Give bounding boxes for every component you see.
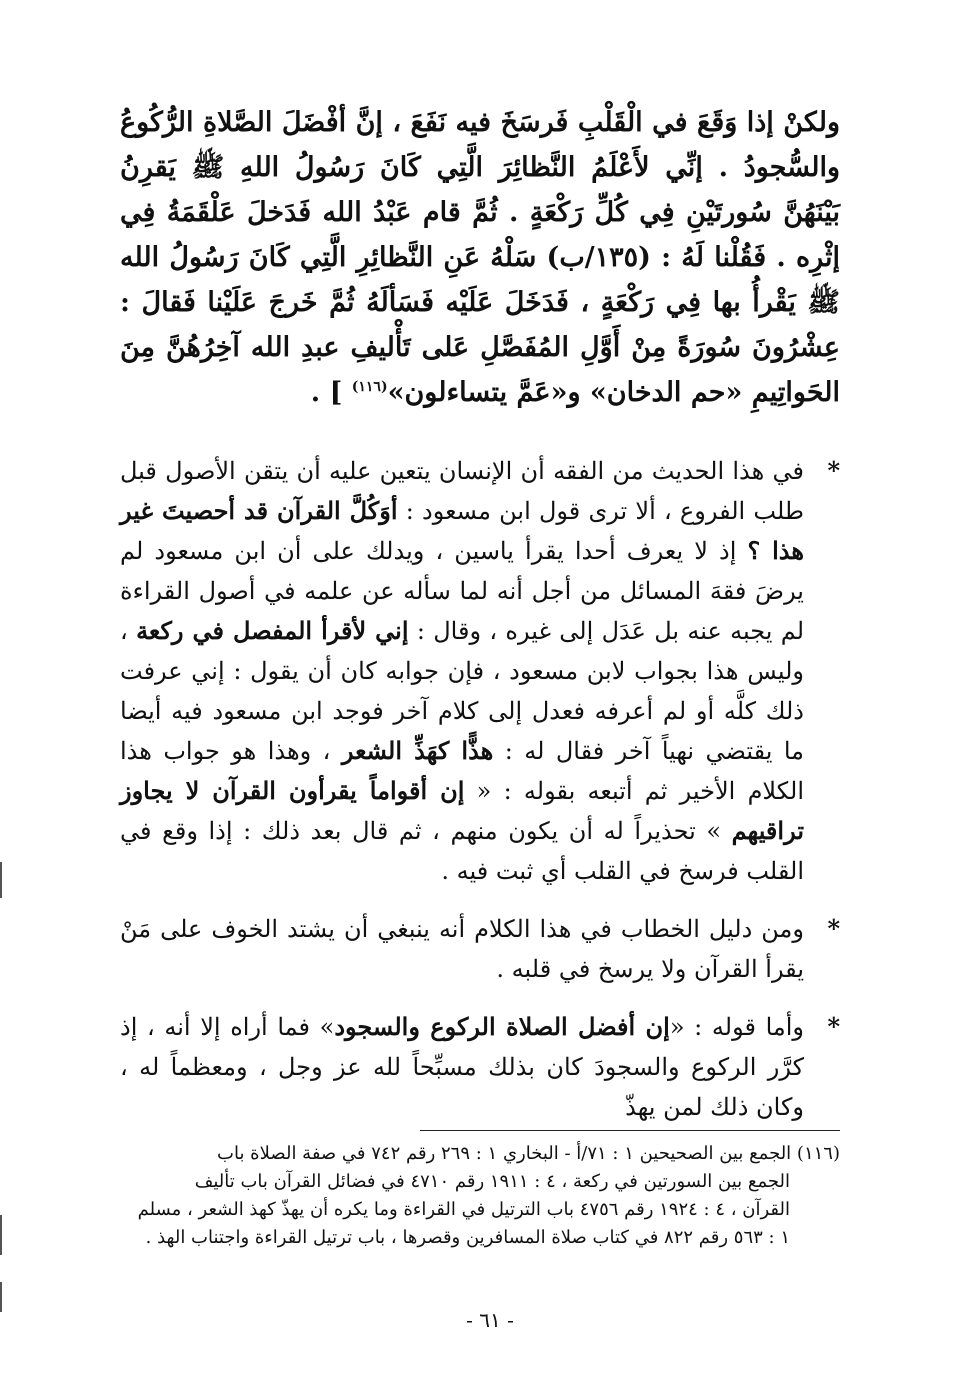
commentary-text: إذ لا يعرف أحدا يقرأ ياسين ، ويدلك على أن ابن مسعود لم يرضَ فقهَ المسائل من أجل أنه لما سأله عن علمه في أصول القراءة لم يجبه عنه بل عَدَل إلى غيره ، وقال :	[120, 537, 805, 645]
hadith-text-block	[120, 100, 840, 415]
commentary-text: ومن دليل الخطاب في هذا الكلام أنه ينبغي أن يشتد الخوف على مَنْ يقرأ القرآن ولا يرسخ في قلبه .	[120, 915, 804, 983]
asterisk-marker-icon: *	[827, 914, 840, 943]
asterisk-marker-icon: *	[827, 1012, 840, 1041]
footnote-number: (١١٦)	[796, 1143, 840, 1164]
commentary-text: ، وليس هذا بجواب لابن مسعود ، فإن جوابه كان أن يقول : إني عرفت ذلك كلَّه أو لم أعرفه فعدل إلى كلام آخر فوجد ابن مسعود فيه أيضا ما يقتضي نهياً آخر فقال له :	[120, 617, 804, 765]
scan-edge-mark	[0, 862, 2, 898]
hadith-closing: ] .	[310, 377, 343, 408]
commentary-paragraph-2	[120, 909, 840, 989]
commentary-text: وأما قوله : «	[669, 1013, 804, 1041]
footnote-reference[interactable]: (١١٦)	[351, 379, 388, 395]
footnote-block	[120, 1140, 840, 1252]
commentary-text: ، وهذا هو جواب هذا الكلام الأخير ثم أتبعه بقوله : «	[120, 737, 804, 805]
commentary-quote: إني لأقرأ المفصل في ركعة	[136, 616, 409, 645]
footnote-line-1	[120, 1140, 840, 1168]
commentary-quote: إن أفضل الصلاة الركوع والسجود	[334, 1012, 670, 1041]
footnote-line-2: الجمع بين السورتين في ركعة ، ٤ : ١٩١١ رقم ٤٧١٠ في فضائل القرآن باب تأليف	[194, 1171, 790, 1192]
footnote-line-3: القرآن ، ٤ : ١٩٢٤ رقم ٤٧٥٦ باب الترتيل في القراءة وما يكره أن يهذّ كهذ الشعر ، مسلم	[137, 1199, 790, 1220]
footnote-divider	[420, 1130, 840, 1131]
commentary-quote: إن أقواماً يقرأون القرآن لا يجاوز تراقيهم	[120, 776, 804, 845]
commentary-paragraph-1	[120, 451, 840, 891]
commentary-quote: أوَكُلَّ القرآن قد أحصيتَ غير هذا ؟	[120, 496, 804, 565]
scan-edge-mark	[0, 1282, 2, 1312]
footnote-line-4: ١ : ٥٦٣ رقم ٨٢٢ في كتاب صلاة المسافرين وقصرها ، باب ترتيل القراءة واجتناب الهذ .	[145, 1227, 790, 1248]
scan-edge-mark	[0, 1215, 2, 1255]
commentary-text: في هذا الحديث من الفقه أن الإنسان يتعين عليه أن يتقن الأصول قبل طلب الفروع ، ألا ترى قول ابن مسعود :	[120, 457, 805, 525]
footnote-text: الجمع بين الصحيحين ١ : ٧١/أ - البخاري ١ : ٢٦٩ رقم ٧٤٢ في صفة الصلاة باب	[217, 1143, 792, 1164]
page-number: - ٦١ -	[466, 1308, 514, 1332]
commentary-text: » فما أراه إلا أنه ، إذ كرَّر الركوع والسجودَ كان بذلك مسبِّحاً لله عز وجل ، ومعظماً له ، وكان ذلك لمن يهذّ	[120, 1013, 804, 1121]
page-body	[120, 100, 840, 1127]
hadith-text: ولكنْ إذا وَقَعَ في الْقَلْبِ فَرسَخَ فيه نَفَعَ ، إنَّ أفْضَلَ الصَّلاةِ الرُّكُوعُ والسُّجودُ . إنِّي لأَعْلَمُ النَّظائِرَ الَّتِي كَانَ رَسُولُ اللهِ ﷺ يَقرِنُ بَيْنَهُنَّ سُورتَيْنِ فِي كُلِّ رَكْعَةٍ . ثُمَّ قام عَبْدُ الله فَدَخلَ عَلْقَمَةُ فِي إثْرِه . فَقُلْنا لَهُ : (١٣٥/ب) سَلْهُ عَنِ النَّظائِرِ الَّتِي كَانَ رَسُولُ الله ﷺ يَقْرأُ بها فِي رَكْعَةٍ ، فَدَخَلَ عَلَيْه فَسَألَهُ ثُمَّ خَرجَ عَلَيْنا فَقالَ : عِشْرُونَ سُورَةً مِنْ أَوَّلِ المُفَصَّلِ عَلى تَأْليفِ عبدِ الله آخِرُهُنَّ مِنَ الحَواتِيمِ «حم الدخان» و«عَمَّ يتساءلون»	[120, 107, 841, 408]
commentary-paragraph-3	[120, 1007, 840, 1127]
asterisk-marker-icon: *	[827, 456, 840, 485]
commentary-text: » تحذيراً له أن يكون منهم ، ثم قال بعد ذلك : إذا وقع في القلب فرسخ في القلب أي ثبت فيه .	[120, 817, 804, 885]
commentary-quote: هذًّا كهَذِّ الشعر	[341, 736, 494, 765]
